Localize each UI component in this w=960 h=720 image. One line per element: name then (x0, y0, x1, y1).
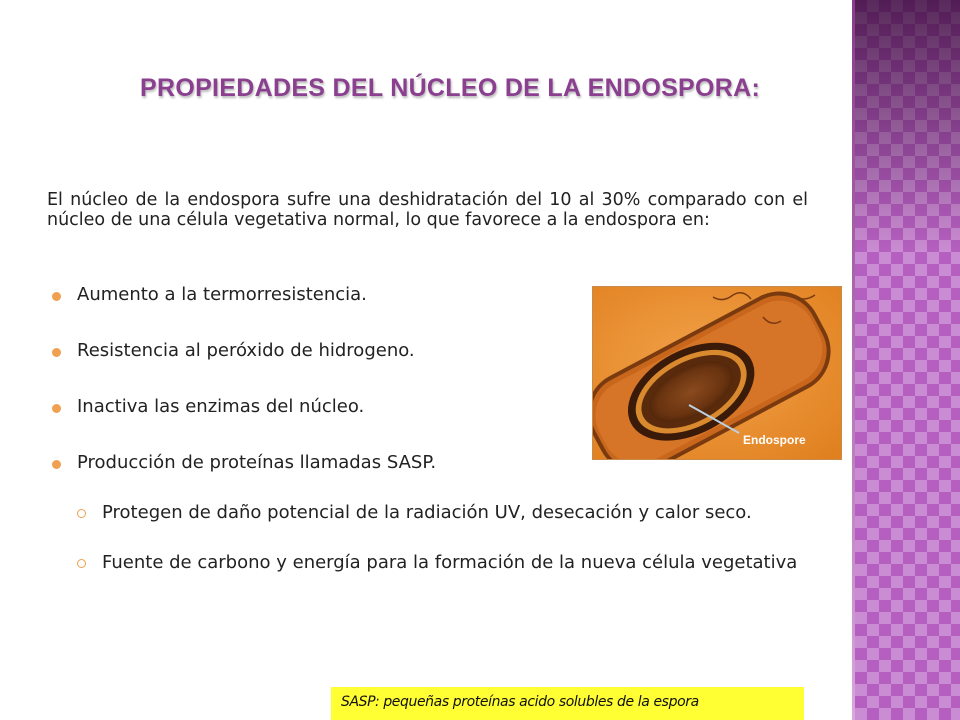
intro-paragraph: El núcleo de la endospora sufre una deshidratación del 10 al 30% comparado con el núcleo de una célula vegetativa normal, lo que favorece a la endospora en: (47, 190, 808, 230)
decorative-side-strip (855, 0, 960, 720)
bullet-dot-icon (52, 292, 61, 301)
slide-title: PROPIEDADES DEL NÚCLEO DE LA ENDOSPORA: (140, 74, 761, 102)
list-item (52, 340, 572, 364)
bullet-dot-icon (52, 404, 61, 413)
sub-bullet-text: Protegen de daño potencial de la radiación UV, desecación y calor seco. (102, 502, 752, 523)
bullet-text: Resistencia al peróxido de hidrogeno. (77, 340, 415, 361)
endospore-micrograph (592, 286, 842, 460)
bullet-text: Producción de proteínas llamadas SASP. (77, 452, 437, 473)
footnote-box (331, 687, 804, 720)
list-item (52, 396, 572, 420)
bullet-text: Aumento a la termorresistencia. (77, 284, 367, 305)
bullet-text: Inactiva las enzimas del núcleo. (77, 396, 365, 417)
bullet-ring-icon (77, 509, 86, 518)
endospore-label: Endospore (743, 433, 806, 447)
bullet-ring-icon (77, 559, 86, 568)
sub-bullet-text: Fuente de carbono y energía para la formación de la nueva célula vegetativa (102, 552, 798, 573)
list-item (52, 452, 572, 476)
bullet-dot-icon (52, 460, 61, 469)
list-item (52, 284, 572, 308)
bullet-dot-icon (52, 348, 61, 357)
footnote-text: SASP: pequeñas proteínas acido solubles de la espora (341, 694, 699, 710)
